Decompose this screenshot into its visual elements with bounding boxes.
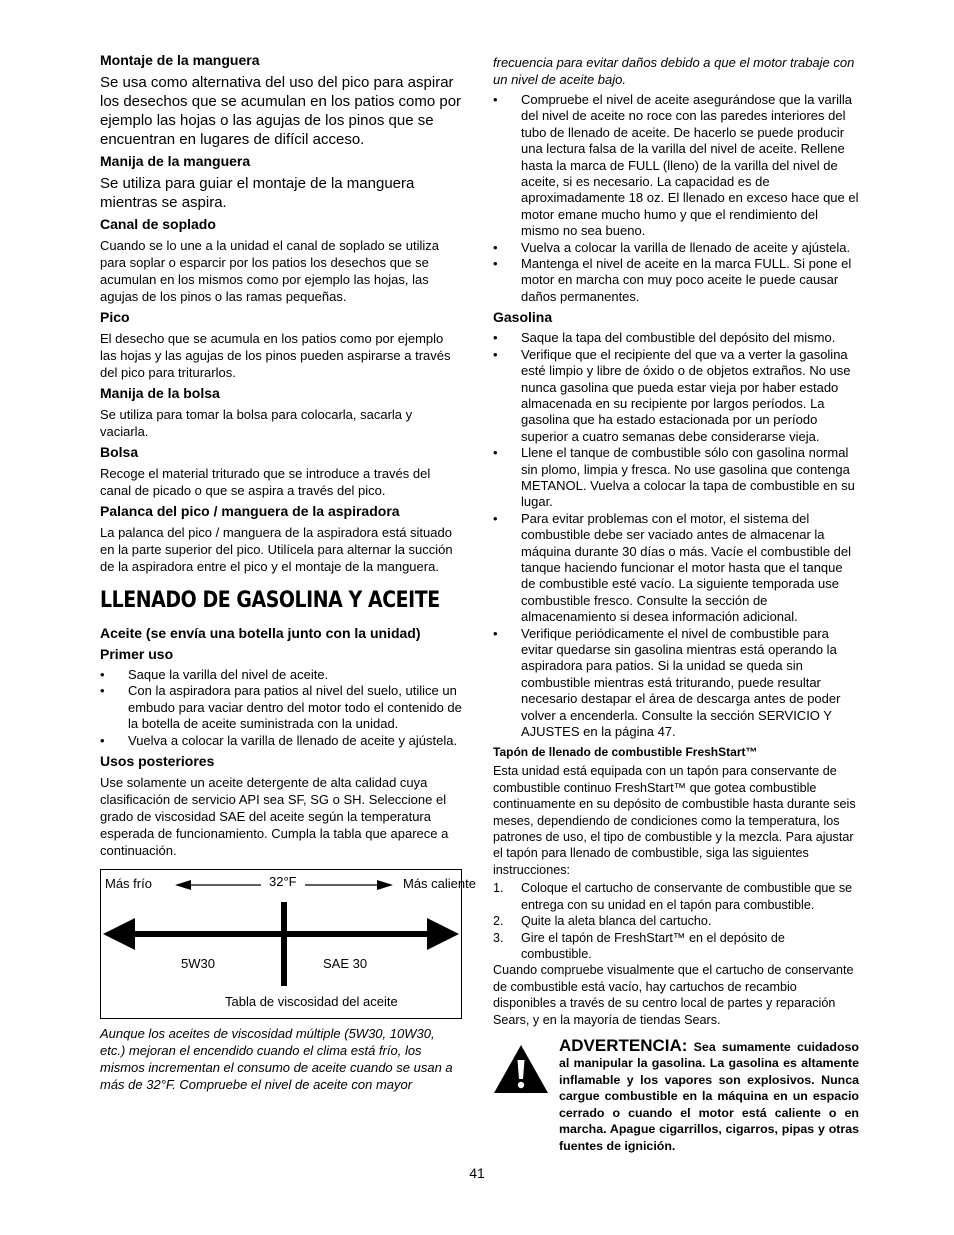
warning-text: Sea sumamente cuidadoso al manipular la gasolina. La gasolina es altamente inflamable y los vapores son explosivos. Nunca cargue combustible en la máquina en un espacio cerrado o cuando el motor está caliente o en marcha. Apague cigarrillos, cigarros, pipas y otras fuentes de ignición. <box>559 1039 859 1153</box>
list-item: • Llene el tanque de combustible sólo con gasolina normal sin plomo, limpia y fresca. No use gasolina que contenga METANOL. Vuelva a colocar la tapa de combustible en su lugar. <box>493 445 855 510</box>
viscosity-chart <box>100 869 476 1019</box>
high-oil-label: SAE 30 <box>323 956 368 972</box>
manija-bolsa-text: Se utiliza para tomar la bolsa para colocarla, sacarla y vaciarla. <box>100 407 413 439</box>
oil-check-list <box>493 92 859 305</box>
list-item: 1. Coloque el cartucho de conservante de combustible que se entrega con su unidad en el tapón para combustible. <box>493 881 853 912</box>
section-title: LLENADO DE GASOLINA Y ACEITE <box>100 588 440 613</box>
temp-label: 32°F <box>269 874 297 890</box>
freshstart-steps <box>493 880 859 962</box>
list-item: • Vuelva a colocar la varilla de llenado de aceite y ajústela. <box>493 239 851 255</box>
warning-triangle-icon <box>493 1044 549 1094</box>
freshstart-heading: Tapón de llenado de combustible FreshStart™ <box>493 745 758 760</box>
bolsa-heading: Bolsa <box>100 444 139 460</box>
list-item: • Para evitar problemas con el motor, el sistema del combustible debe ser vaciado antes de almacenar la máquina durante 30 días o más. Vacíe el combustible del tanque haciendo funcionar el motor hasta que el tanque de combustible esté vacío. La siguiente temporada use combustible fresco. Consulte la sección de almacenamiento si desea información adicional. <box>493 510 852 625</box>
viscosity-note-continued: frecuencia para evitar daños debido a que el motor trabaje con un nivel de aceite bajo. <box>493 55 855 87</box>
list-item: • Verifique periódicamente el nivel de combustible para evitar quedarse sin gasolina mientras está operando la aspiradora para patios. Si la unidad se queda sin combustible mientras está triturando, puede resultar necesario destapar el área de descarga antes de poder volver a encenderla. Consulte la sección SERVICIO Y AJUSTES en la página 47. <box>493 625 841 740</box>
canal-heading: Canal de soplado <box>100 216 216 232</box>
warmer-label: Más caliente <box>403 876 476 892</box>
pico-heading: Pico <box>100 309 130 325</box>
bolsa-text: Recoge el material triturado que se introduce a través del canal de picado o que se aspira a través del pico. <box>100 466 431 498</box>
gasolina-heading: Gasolina <box>493 309 553 326</box>
page-number: 41 <box>469 1165 485 1181</box>
list-item: • Compruebe el nivel de aceite asegurándose que la varilla del nivel de aceite no roce con las paredes interiores del tubo de llenado de aceite. De hacerlo se puede producir una lectura falsa de la varilla del nivel de aceite. Rellene hasta la marca de FULL (lleno) de la varilla del nivel de aceite, si es necesario. La capacidad es de aproximadamente 18 oz. El llenado en exceso hace que el motor emane mucho humo y que el rendimiento del mismo no sea bueno. <box>493 92 859 239</box>
list-item: • Verifique que el recipiente del que va a verter la gasolina esté limpio y libre de óxido o de objetos extraños. No use nunca gasolina que pueda estar vieja por haber estado almacenada en su recipiente por largos períodos. La gasolina que ha estado estacionada por un período superior a cuatro semanas debe considerarse vieja. <box>493 346 851 444</box>
list-item: • Saque la varilla del nivel de aceite. <box>100 667 329 682</box>
left-column <box>100 52 476 1097</box>
primer-uso-list <box>100 667 462 749</box>
list-item: • Con la aspiradora para patios al nivel del suelo, utilice un embudo para vaciar dentro del motor todo el contenido de la botella de aceite suministrada con la unidad. <box>100 683 462 732</box>
usos-heading: Usos posteriores <box>100 753 215 770</box>
palanca-heading: Palanca del pico / manguera de la aspiradora <box>100 503 400 519</box>
freshstart-text: Esta unidad está equipada con un tapón para conservante de combustible continuo FreshStart™ que gotea combustible continuamente en su depósito de combustible hasta durante seis meses, dependiendo de condiciones como la temperatura, los patrones de uso, el tipo de combustible y la mezcla. Para ajustar el tapón para llenado de combustible, siga las siguientes instrucciones: <box>493 764 856 877</box>
cartridge-text: Cuando compruebe visualmente que el cartucho de conservante de combustible está vacío, hay cartuchos de recambio disponibles a través de su centro local de partes y reparación Sears, y en la mayoría de tiendas Sears. <box>493 963 854 1027</box>
pico-text: El desecho que se acumula en los patios como por ejemplo las hojas y las agujas de los pinos pueden aspirarse a través del pico para triturarlos. <box>100 331 451 380</box>
low-oil-label: 5W30 <box>181 956 215 972</box>
list-item: • Vuelva a colocar la varilla de llenado de aceite y ajústela. <box>100 732 458 748</box>
list-item: 3. Gire el tapón de FreshStart™ en el depósito de combustible. <box>493 930 785 961</box>
viscosity-note: Aunque los aceites de viscosidad múltiple (5W30, 10W30, etc.) mejoran el encendido cuando el clima está frío, los mismos incrementan el consumo de aceite cuando se usan a más de 32°F. Compruebe el nivel de aceite con mayor <box>100 1026 453 1093</box>
warning-heading: ADVERTENCIA: <box>559 1035 688 1055</box>
usos-text: Use solamente un aceite detergente de alta calidad cuya clasificación de servicio API sea SF, SG o SH. Seleccione el grado de viscosidad SAE del aceite según la temperatura esperada de funcionamiento. Cumpla la tabla que aparece a continuación. <box>100 775 449 859</box>
warning-box <box>493 1035 859 1155</box>
manija-manguera-text: Se utiliza para guiar el montaje de la manguera mientras se aspira. <box>100 175 415 211</box>
warning-text-block <box>559 1035 859 1155</box>
montaje-text: Se usa como alternativa del uso del pico para aspirar los desechos que se acumulan en los patios como por ejemplo las hojas o las agujas de los pinos que se encuentran en lugares de difícil acceso. <box>100 74 462 148</box>
right-column <box>493 52 859 1154</box>
chart-caption: Tabla de viscosidad del aceite <box>225 994 398 1010</box>
manija-manguera-heading: Manija de la manguera <box>100 153 251 169</box>
canal-text: Cuando se lo une a la unidad el canal de soplado se utiliza para soplar o esparcir por los patios los desechos que se acumulan en los mismos como por ejemplo las hojas, las agujas de los pinos o las ramas pequeñas. <box>100 238 439 304</box>
list-item: • Mantenga el nivel de aceite en la marca FULL. Si pone el motor en marcha con muy poco aceite le puede causar daños permanentes. <box>493 256 852 304</box>
primer-uso-heading: Primer uso <box>100 646 174 662</box>
gasoline-list <box>493 330 859 740</box>
list-item: 2. Quite la aleta blanca del cartucho. <box>493 914 712 929</box>
list-item: • Saque la tapa del combustible del depósito del mismo. <box>493 330 836 346</box>
aceite-heading: Aceite (se envía una botella junto con la unidad) <box>100 625 421 641</box>
colder-label: Más frío <box>105 876 152 892</box>
palanca-text: La palanca del pico / manguera de la aspiradora está situado en la parte superior del pico. Utilícela para alternar la succión de la aspiradora entre el pico y el montaje de la manguera. <box>100 525 453 574</box>
montaje-heading: Montaje de la manguera <box>100 52 260 68</box>
manija-bolsa-heading: Manija de la bolsa <box>100 385 220 401</box>
